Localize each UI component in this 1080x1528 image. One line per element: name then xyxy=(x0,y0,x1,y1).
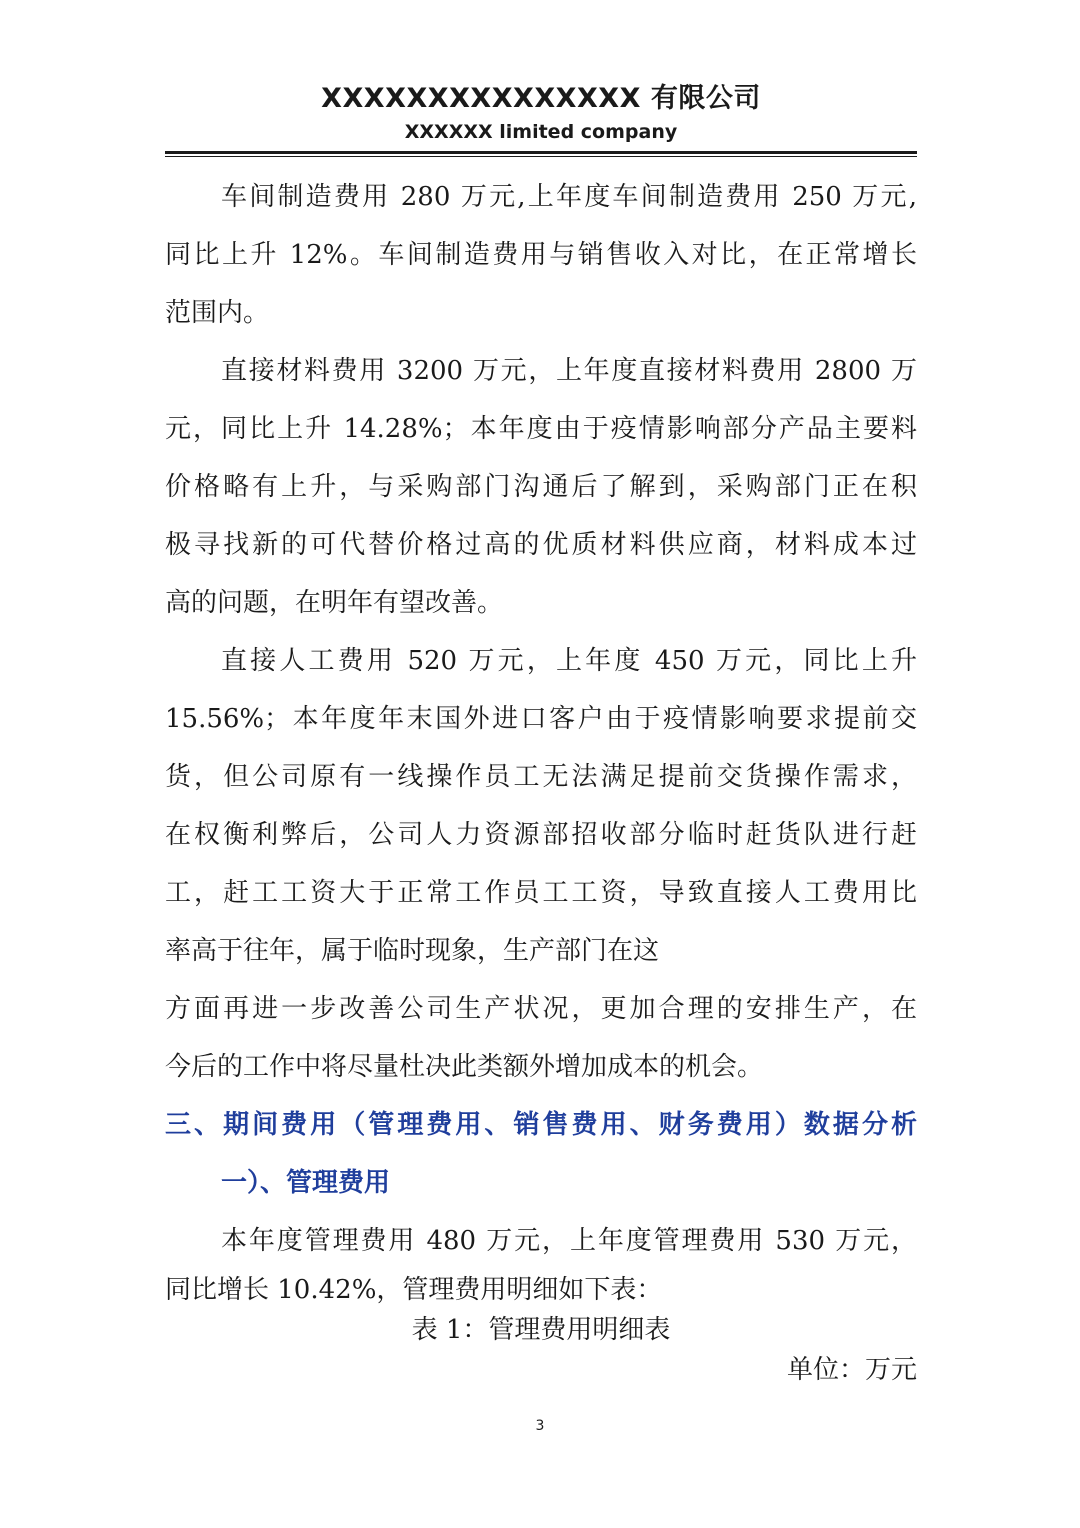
paragraph-3-line-2: 15.56%；本年度年末国外进口客户由于疫情影响要求提前交 xyxy=(165,704,917,734)
paragraph-3-line-3: 货，但公司原有一线操作员工无法满足提前交货操作需求， xyxy=(165,762,917,792)
letterhead xyxy=(165,80,917,146)
paragraph-2-line-4: 极寻找新的可代替价格过高的优质材料供应商，材料成本过 xyxy=(165,530,917,560)
paragraph-2-line-3: 价格略有上升，与采购部门沟通后了解到，采购部门正在积 xyxy=(165,472,917,502)
company-name-english: XXXXXX limited company xyxy=(404,121,678,143)
paragraph-4-line-2: 同比增长 10.42%，管理费用明细如下表： xyxy=(165,1275,663,1305)
paragraph-2-line-1: 直接材料费用 3200 万元，上年度直接材料费用 2800 万 xyxy=(221,356,917,386)
paragraph-2-line-5: 高的问题，在明年有望改善。 xyxy=(165,588,504,618)
paragraph-3-line-5: 工，赶工工资大于正常工作员工工资，导致直接人工费用比 xyxy=(165,878,917,908)
paragraph-3-line-6: 率高于往年，属于临时现象，生产部门在这 xyxy=(165,936,660,966)
paragraph-1-line-2: 同比上升 12%。车间制造费用与销售收入对比，在正常增长 xyxy=(165,240,917,270)
paragraph-4-line-1: 本年度管理费用 480 万元，上年度管理费用 530 万元， xyxy=(221,1226,917,1256)
subsection-heading: 一）、管理费用 xyxy=(221,1168,391,1198)
paragraph-3-line-1: 直接人工费用 520 万元，上年度 450 万元，同比上升 xyxy=(221,646,917,676)
paragraph-3-line-7: 方面再进一步改善公司生产状况，更加合理的安排生产，在 xyxy=(165,994,917,1024)
company-name-chinese: XXXXXXXXXXXXXXX 有限公司 xyxy=(321,83,761,114)
section-heading: 三、期间费用（管理费用、销售费用、财务费用）数据分析 xyxy=(165,1110,917,1140)
unit-label: 单位：万元 xyxy=(786,1355,917,1385)
paragraph-3-line-8: 今后的工作中将尽量杜决此类额外增加成本的机会。 xyxy=(165,1052,764,1082)
paragraph-1-line-1: 车间制造费用 280 万元,上年度车间制造费用 250 万元, xyxy=(221,182,917,212)
header-divider-thick xyxy=(165,151,917,154)
document-body xyxy=(165,168,917,1390)
page-number: 3 xyxy=(535,1418,545,1434)
table-caption: 表 1：管理费用明细表 xyxy=(411,1315,671,1345)
header-divider-thin xyxy=(165,156,917,157)
paragraph-2-line-2: 元，同比上升 14.28%；本年度由于疫情影响部分产品主要料 xyxy=(165,414,917,444)
paragraph-3-line-4: 在权衡利弊后，公司人力资源部招收部分临时赶货队进行赶 xyxy=(165,820,917,850)
paragraph-1-line-3: 范围内。 xyxy=(165,298,270,328)
